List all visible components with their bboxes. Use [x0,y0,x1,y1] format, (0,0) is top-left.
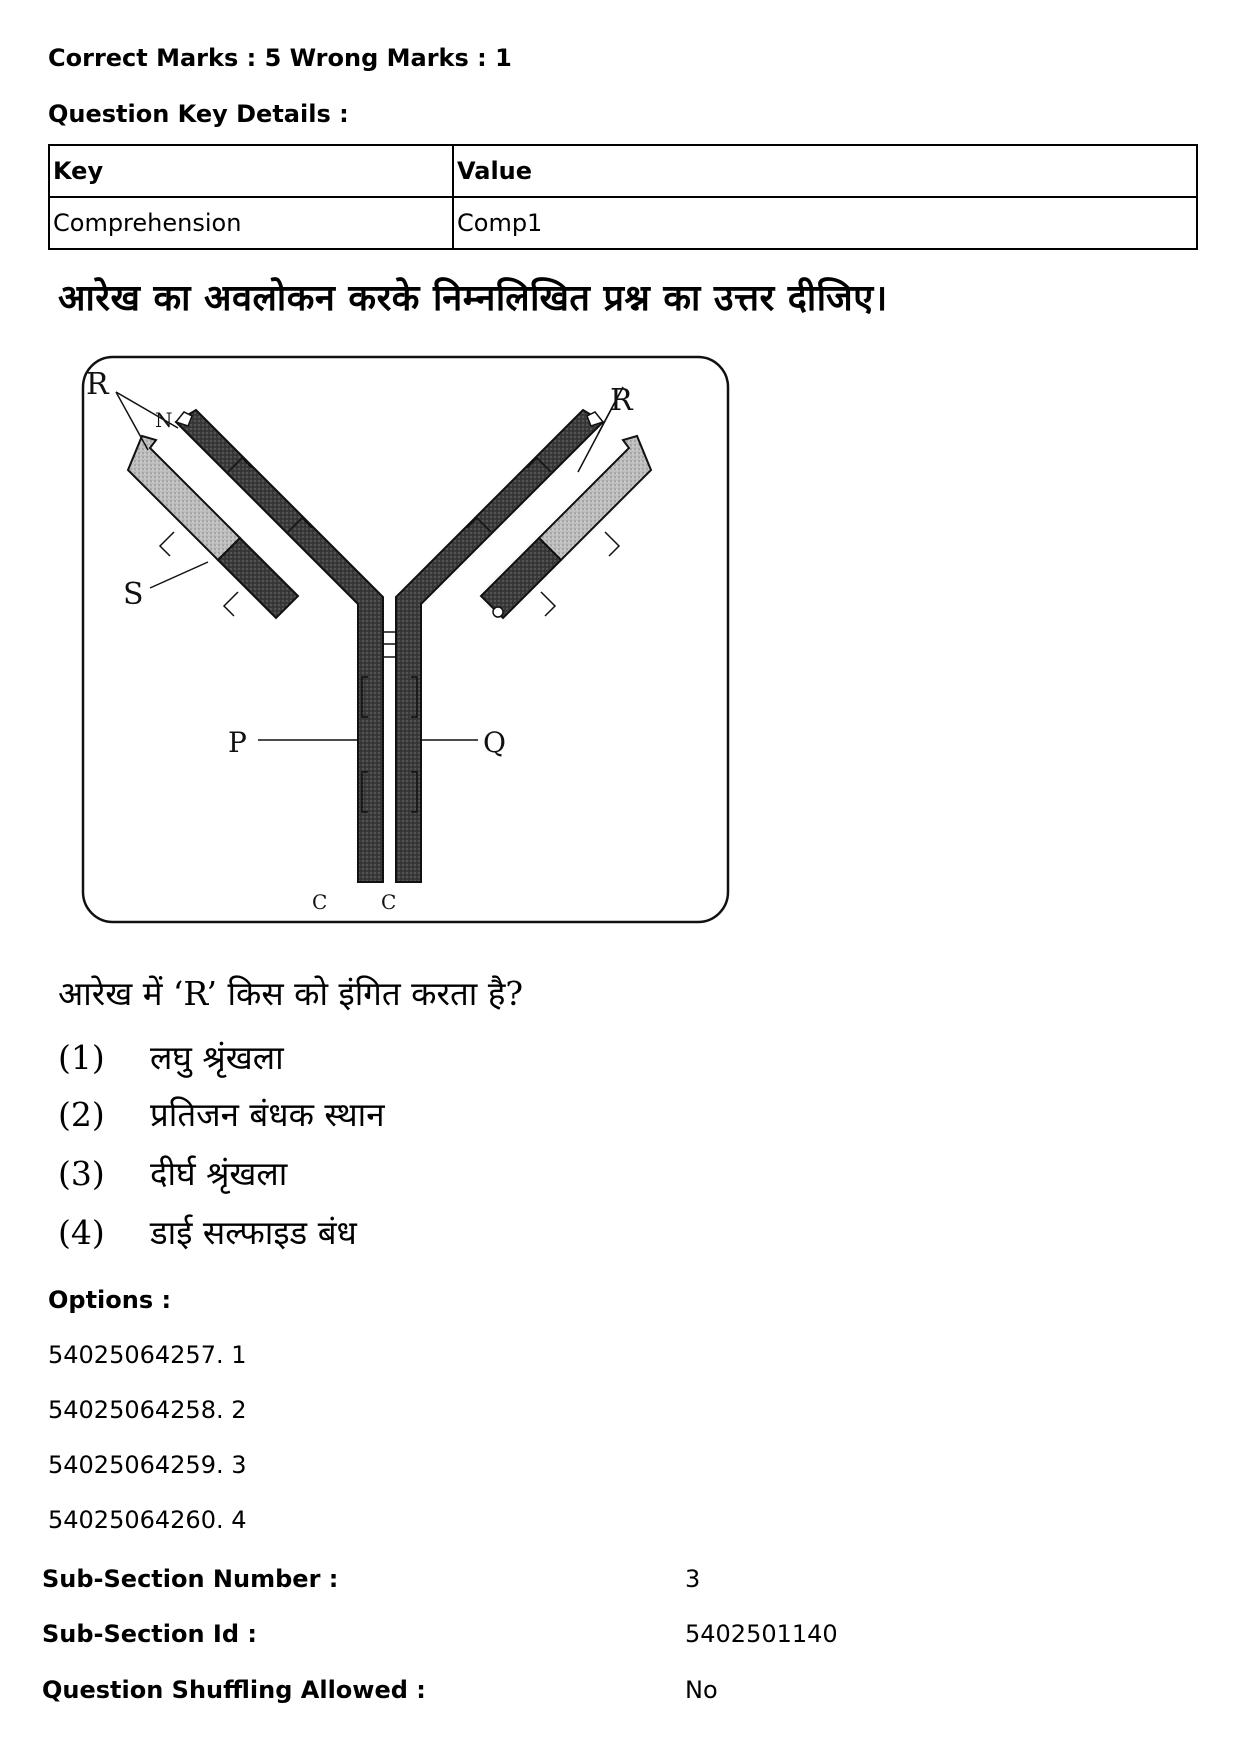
shuffling-allowed-label: Question Shuffling Allowed : [42,1676,426,1704]
choice-text: डाई सल्फाइड बंध [150,1213,357,1252]
label-s: S [123,577,144,612]
sub-section-number-value: 3 [685,1565,701,1593]
choice-number: (2) [58,1095,105,1134]
table-row [49,197,1197,249]
option-id-2: 54025064258. 2 [48,1396,247,1424]
question-text: आरेख में ‘R’ किस को इंगित करता है? [58,974,524,1013]
choice-3 [58,1150,287,1195]
option-id-4: 54025064260. 4 [48,1506,247,1534]
choice-4 [58,1209,357,1254]
instruction-text: आरेख का अवलोकन करके निम्नलिखित प्रश्न का उत्तर दीजिए। [58,277,888,319]
table-header-key: Key [49,145,453,197]
choice-2 [58,1091,385,1136]
choice-1 [58,1034,284,1079]
antibody-diagram [78,352,738,932]
option-id-1: 54025064257. 1 [48,1341,247,1369]
label-c-left: C [312,890,328,914]
table-cell-value: Comp1 [453,197,1197,249]
key-details-table [48,144,1198,250]
choice-number: (1) [58,1038,105,1077]
sub-section-number-label: Sub-Section Number : [42,1565,339,1593]
label-p: P [228,726,247,759]
sub-section-id-label: Sub-Section Id : [42,1620,257,1648]
table-header-row [49,145,1197,197]
choice-number: (4) [58,1213,105,1252]
table-cell-key: Comprehension [49,197,453,249]
marks-line: Correct Marks : 5 Wrong Marks : 1 [48,44,512,72]
shuffling-allowed-value: No [685,1676,718,1704]
label-q: Q [483,726,506,759]
choice-text: प्रतिजन बंधक स्थान [150,1095,385,1134]
choice-text: लघु श्रृंखला [150,1038,284,1077]
key-details-heading: Question Key Details : [48,100,349,128]
sub-section-id-value: 5402501140 [685,1620,838,1648]
label-r-left: R [86,367,109,402]
label-c-right: C [381,890,397,914]
label-n: N [155,408,173,432]
choice-number: (3) [58,1154,105,1193]
choice-text: दीर्घ श्रृंखला [150,1154,288,1193]
table-header-value: Value [453,145,1197,197]
options-heading: Options : [48,1286,172,1314]
option-id-3: 54025064259. 3 [48,1451,247,1479]
label-r-right: R [610,383,633,418]
